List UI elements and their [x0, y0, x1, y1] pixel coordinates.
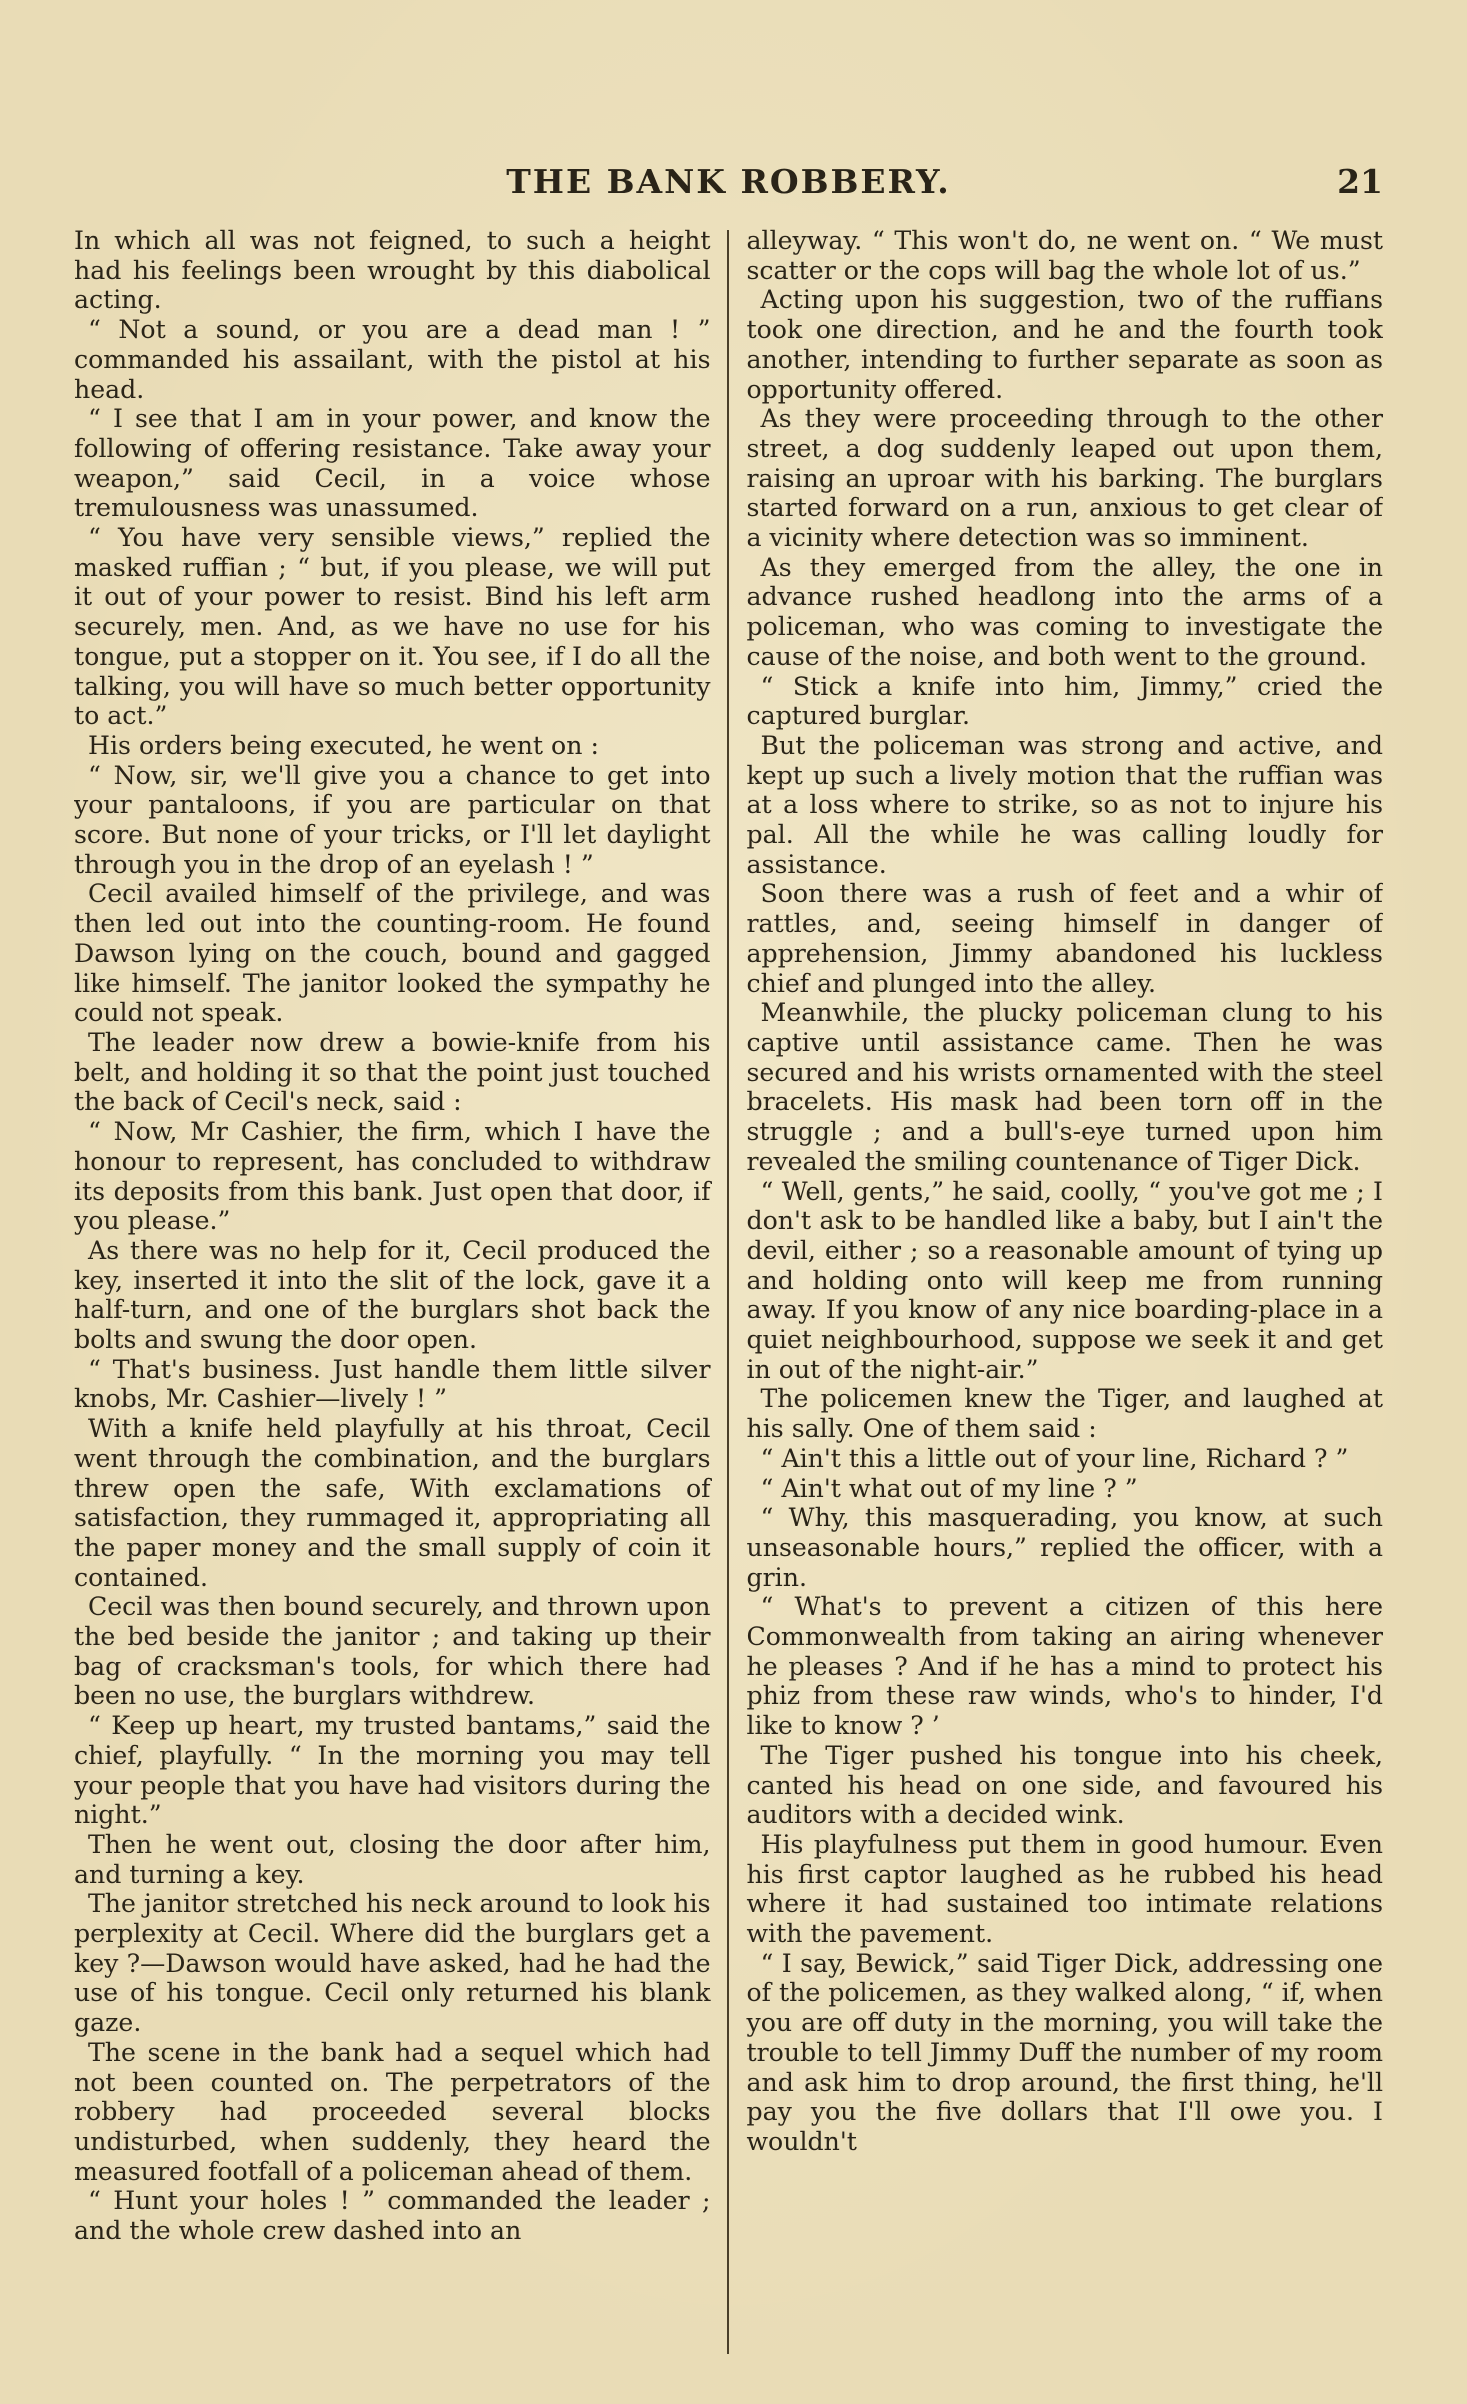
paragraph: The scene in the bank had a sequel which had not been counted on. The perpetrators of the robbery had proceeded several blocks undisturbed, when suddenly, they heard the measured footfall of a policeman ahead of them.	[74, 2037, 711, 2186]
left-column	[74, 226, 727, 2354]
paragraph: With a knife held playfully at his throat, Cecil went through the combination, and the burglars threw open the safe, With exclamations of satisfaction, they rummaged it, appropriating all the paper money and the small supply of coin it contained.	[74, 1414, 711, 1592]
paragraph: Meanwhile, the plucky policeman clung to his captive until assistance came. Then he was secured and his wrists ornamented with the steel bracelets. His mask had been torn off in the struggle ; and a bull's-eye turned upon him revealed the smiling countenance of Tiger Dick.	[746, 998, 1383, 1176]
paragraph: The Tiger pushed his tongue into his cheek, canted his head on one side, and favoured his auditors with a decided wink.	[746, 1740, 1383, 1830]
paragraph: Acting upon his suggestion, two of the ruffians took one direction, and he and the fourth took another, intending to further separate as soon as opportunity offered.	[746, 285, 1383, 404]
paragraph: As they were proceeding through to the other street, a dog suddenly leaped out upon them, raising an uproar with his barking. The burglars started forward on a run, anxious to get clear of a vicinity where detection was so imminent.	[746, 404, 1383, 553]
right-column	[729, 226, 1384, 2354]
paragraph: The leader now drew a bowie-knife from his belt, and holding it so that the point just touched the back of Cecil's neck, said :	[74, 1027, 711, 1117]
paragraph: “ Ain't this a little out of your line, Richard ? ”	[760, 1443, 1349, 1473]
paragraph: “ I see that I am in your power, and know the following of offering resistance. Take away your weapon,” said Cecil, in a voice whose tremulousness was unassumed.	[74, 404, 711, 523]
running-head: THE BANK ROBBERY.	[506, 162, 951, 201]
paragraph: “ Hunt your holes ! ” commanded the leader ; and the whole crew dashed into an	[74, 2186, 711, 2246]
paragraph: In which all was not feigned, to such a height had his feelings been wrought by this diabolical acting.	[74, 226, 711, 315]
text-columns	[74, 226, 1383, 2354]
paragraph: Cecil was then bound securely, and thrown upon the bed beside the janitor ; and taking up their bag of cracksman's tools, for which there had been no use, the burglars withdrew.	[74, 1592, 711, 1711]
paragraph: “ Well, gents,” he said, coolly, “ you've got me ; I don't ask to be handled like a baby, but I ain't the devil, either ; so a reasonable amount of tying up and holding onto will keep me from running away. If you know of any nice boarding-place in a quiet neighbourhood, suppose we seek it and get in out of the night-air.”	[746, 1176, 1383, 1384]
paragraph: alleyway. “ This won't do, ne went on. “ We must scatter or the cops will bag the whole lot of us.”	[746, 226, 1383, 285]
paragraph: The policemen knew the Tiger, and laughed at his sally. One of them said :	[746, 1384, 1383, 1444]
paragraph: “ Ain't what out of my line ? ”	[760, 1473, 1138, 1503]
paragraph: His orders being executed, he went on :	[88, 730, 599, 760]
paragraph: “ I say, Bewick,” said Tiger Dick, addressing one of the policemen, as they walked along, “ if, when you are off duty in the morning, you will take the trouble to tell Jimmy Duff the number of my room and ask him to drop around, the first thing, he'll pay you the five dollars that I'll owe you. I wouldn't	[746, 1948, 1383, 2156]
paragraph: As they emerged from the alley, the one in advance rushed headlong into the arms of a policeman, who was coming to investigate the cause of the noise, and both went to the ground.	[746, 552, 1383, 671]
paragraph: “ Keep up heart, my trusted bantams,” said the chief, playfully. “ In the morning you may tell your people that you have had visitors during the night.”	[74, 1711, 711, 1830]
paragraph: “ Why, this masquerading, you know, at such unseasonable hours,” replied the officer, with a grin.	[746, 1503, 1383, 1592]
paragraph: Soon there was a rush of feet and a whir of rattles, and, seeing himself in danger of apprehension, Jimmy abandoned his luckless chief and plunged into the alley.	[746, 879, 1383, 998]
paragraph: As there was no help for it, Cecil produced the key, inserted it into the slit of the lock, gave it a half-turn, and one of the burglars shot back the bolts and swung the door open.	[74, 1235, 711, 1355]
paragraph: “ Not a sound, or you are a dead man ! ” commanded his assailant, with the pistol at his head.	[74, 315, 711, 404]
paragraph: Then he went out, closing the door after him, and turning a key.	[74, 1829, 711, 1889]
paragraph: “ Stick a knife into him, Jimmy,” cried the captured burglar.	[746, 671, 1383, 731]
paragraph: His playfulness put them in good humour. Even his first captor laughed as he rubbed his head where it had sustained too intimate relations with the pavement.	[746, 1829, 1383, 1949]
paragraph: “ What's to prevent a citizen of this here Commonwealth from taking an airing whenever he pleases ? And if he has a mind to protect his phiz from these raw winds, who's to hinder, I'd like to know ? ’	[746, 1592, 1383, 1741]
paragraph: “ That's business. Just handle them little silver knobs, Mr. Cashier—lively ! ”	[74, 1354, 711, 1414]
paragraph: “ Now, Mr Cashier, the firm, which I have the honour to represent, has concluded to withdraw its deposits from this bank. Just open that door, if you please.”	[74, 1117, 711, 1236]
page-number: 21	[1337, 162, 1383, 201]
paragraph: But the policeman was strong and active, and kept up such a lively motion that the ruffian was at a loss where to strike, so as not to injure his pal. All the while he was calling loudly for assistance.	[746, 730, 1383, 879]
paragraph: Cecil availed himself of the privilege, and was then led out into the counting-room. He found Dawson lying on the couch, bound and gagged like himself. The janitor looked the sympathy he could not speak.	[74, 879, 711, 1028]
paragraph: “ Now, sir, we'll give you a chance to get into your pantaloons, if you are particular on that score. But none of your tricks, or I'll let daylight through you in the drop of an eyelash ! ”	[74, 760, 711, 879]
page-header	[74, 162, 1383, 206]
paragraph: The janitor stretched his neck around to look his perplexity at Cecil. Where did the burglars get a key ?—Dawson would have asked, had he had the use of his tongue. Cecil only returned his blank gaze.	[74, 1889, 711, 2038]
paragraph: “ You have very sensible views,” replied the masked ruffian ; “ but, if you please, we will put it out of your power to resist. Bind his left arm securely, men. And, as we have no use for his tongue, put a stopper on it. You see, if I do all the talking, you will have so much better opportunity to act.”	[74, 523, 711, 731]
